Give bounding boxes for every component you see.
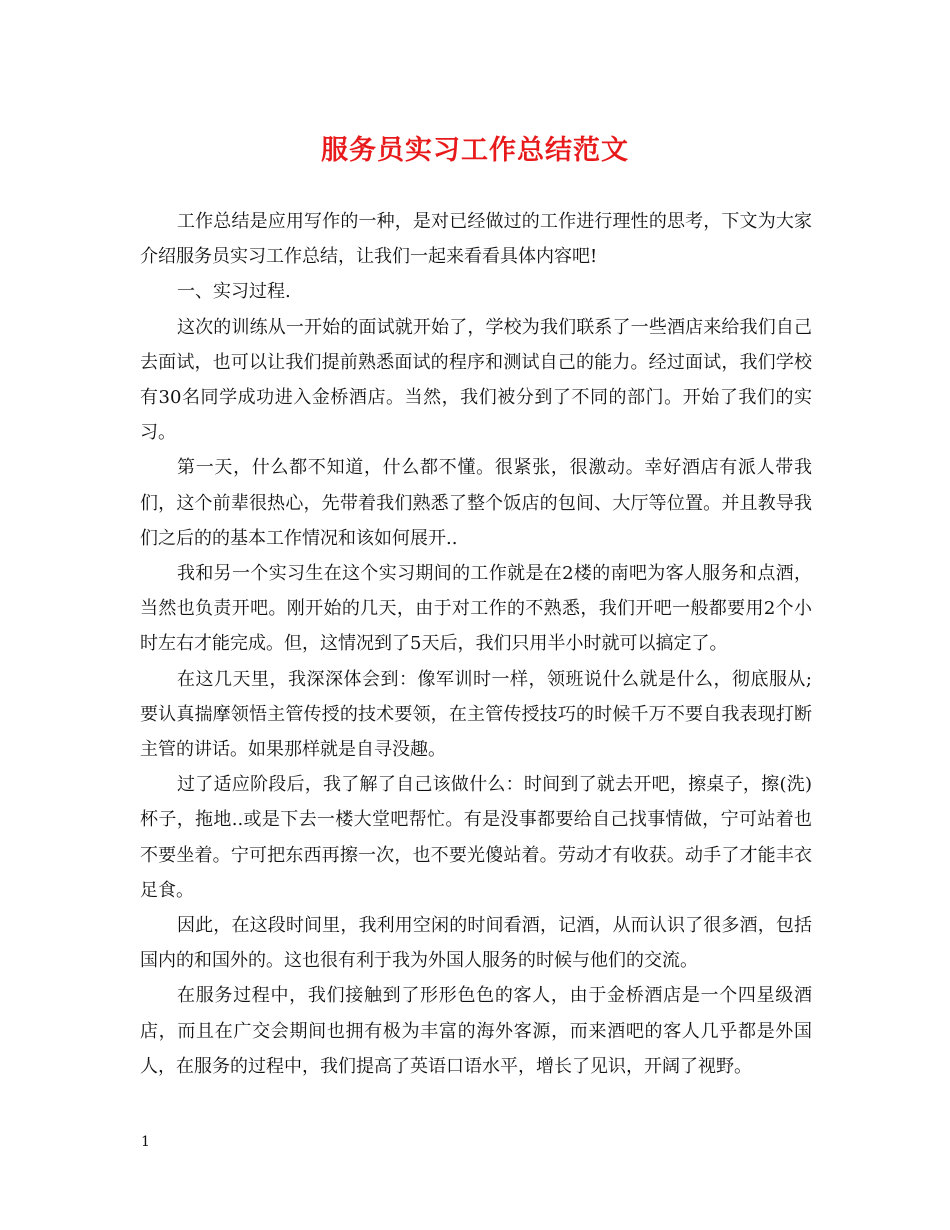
page-number: 1 [141,1134,150,1150]
section-heading-internship-process: 一、实习过程. [177,281,291,303]
paragraph-wine-knowledge: 因此，在这段时间里，我利用空闲的时间看酒，记酒，从而认识了很多酒，包括国内的和国外的。这也很有利于我为外国人服务的时候与他们的交流。 [140,915,812,972]
paragraph-obedience: 在这几天里，我深深体会到：像军训时一样，领班说什么就是什么，彻底服从;要认真揣摩领悟主管传授的技术要领，在主管传授技巧的时候千万不要自我表现打断主管的讲话。如果那样就是自寻没趣。 [140,668,812,761]
document-title: 服务员实习工作总结范文 [321,135,629,166]
paragraph-guests: 在服务过程中，我们接触到了形形色色的客人，由于金桥酒店是一个四星级酒店，而且在广交会期间也拥有极为丰富的海外客源，而来酒吧的客人几乎都是外国人，在服务的过程中，我们提高了英语口语水平，增长了见识，开阔了视野。 [140,985,812,1077]
paragraph-bar-duty: 我和另一个实习生在这个实习期间的工作就是在2楼的南吧为客人服务和点酒，当然也负责开吧。刚开始的几天，由于对工作的不熟悉，我们开吧一般都要用2个小时左右才能完成。但，这情况到了5天后，我们只用半小时就可以搞定了。 [140,563,812,655]
paragraph-adaptation: 过了适应阶段后，我了解了自己该做什么：时间到了就去开吧，擦桌子，擦(洗)杯子，拖地..或是下去一楼大堂吧帮忙。有是没事都要给自己找事情做，宁可站着也不要坐着。宁可把东西再擦一次，也不要光傻站着。劳动才有收获。动手了才能丰衣足食。 [140,774,812,901]
paragraph-intro: 工作总结是应用写作的一种，是对已经做过的工作进行理性的思考，下文为大家介绍服务员实习工作总结，让我们一起来看看具体内容吧! [140,211,812,268]
document-body [140,204,812,1084]
paragraph-first-day: 第一天，什么都不知道，什么都不懂。很紧张，很激动。幸好酒店有派人带我们，这个前辈很热心，先带着我们熟悉了整个饭店的包间、大厅等位置。并且教导我们之后的的基本工作情况和该如何展开.. [140,457,812,549]
paragraph-interview: 这次的训练从一开始的面试就开始了，学校为我们联系了一些酒店来给我们自己去面试，也可以让我们提前熟悉面试的程序和测试自己的能力。经过面试，我们学校有30名同学成功进入金桥酒店。当然，我们被分到了不同的部门。开始了我们的实习。 [140,316,812,444]
